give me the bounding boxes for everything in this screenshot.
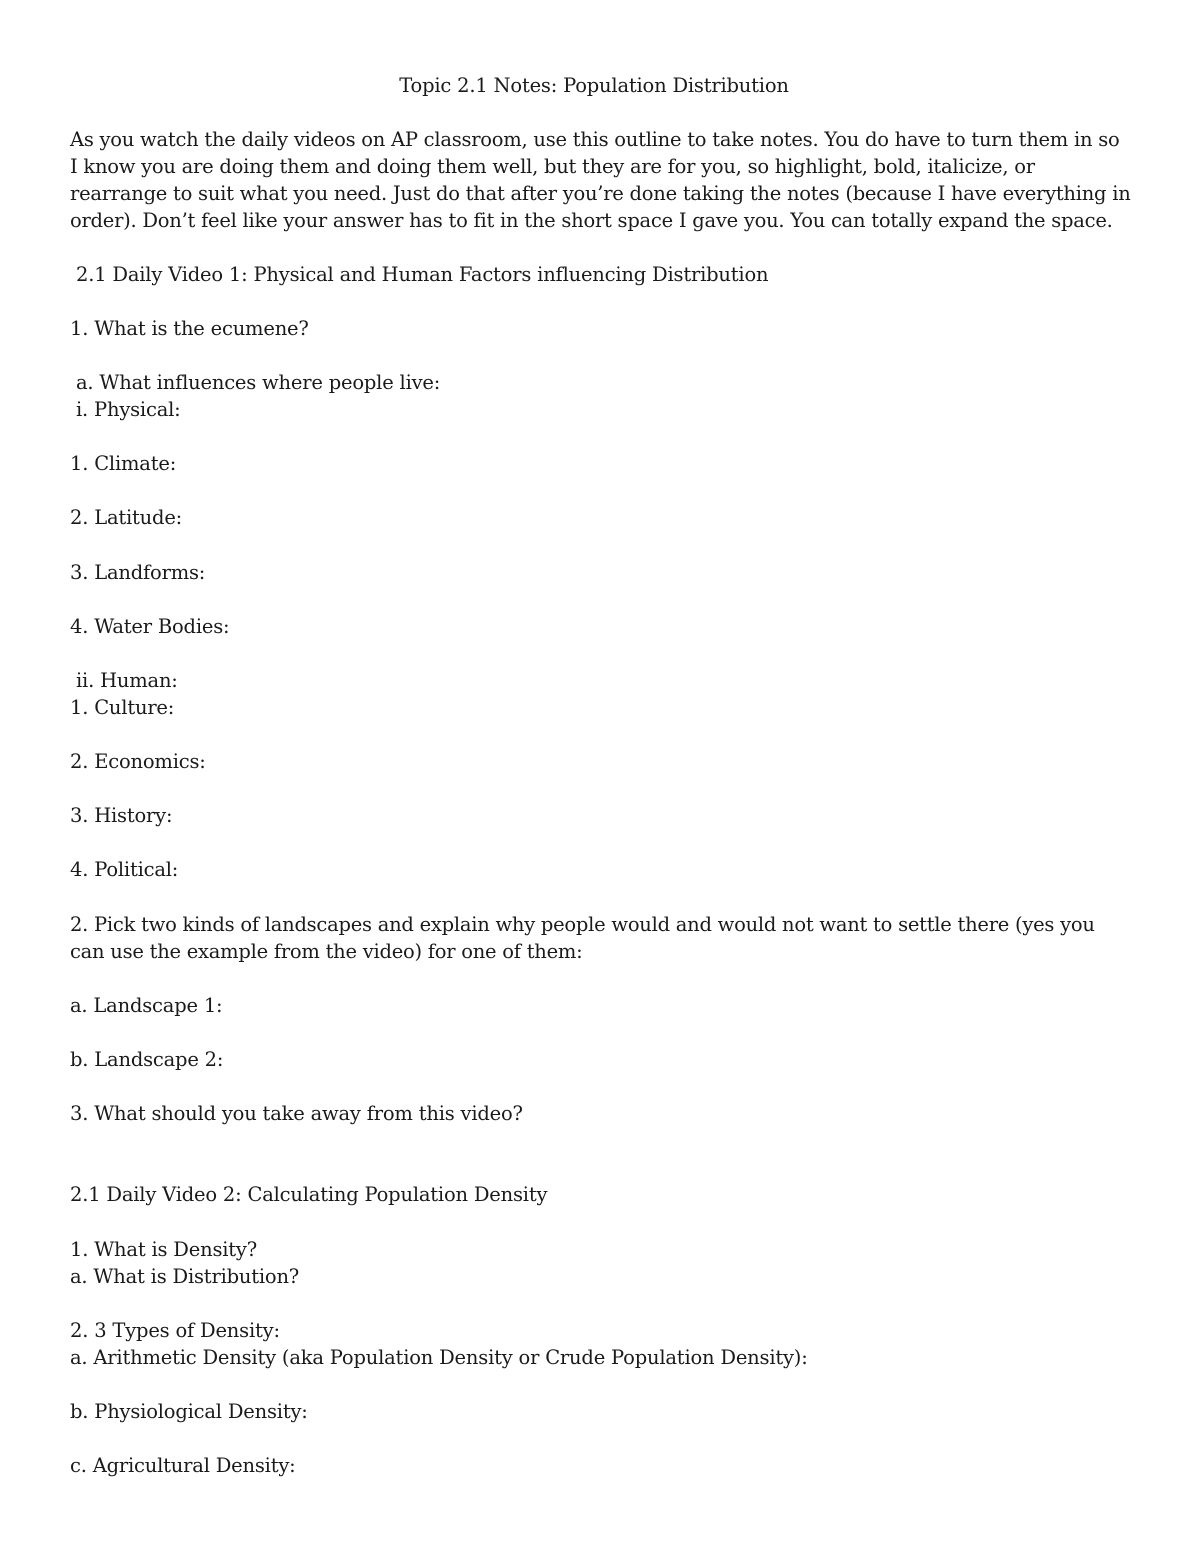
human-item-culture: 1. Culture: — [70, 696, 175, 719]
video2-question-2: 2. 3 Types of Density: — [70, 1319, 280, 1342]
video1-question-1a: a. What influences where people live: — [76, 371, 441, 394]
video1-heading: 2.1 Daily Video 1: Physical and Human Factors influencing Distribution — [76, 263, 769, 286]
landscape-2: b. Landscape 2: — [70, 1048, 224, 1071]
agricultural-density: c. Agricultural Density: — [70, 1454, 296, 1477]
video1-question-1: 1. What is the ecumene? — [70, 317, 309, 340]
physical-item-latitude: 2. Latitude: — [70, 506, 183, 529]
video2-question-1: 1. What is Density? — [70, 1238, 257, 1261]
human-label: ii. Human: — [76, 669, 178, 692]
video1-question-2: 2. Pick two kinds of landscapes and explain why people would and would not want to settle there (yes you can use the example from the video) for one of them: — [70, 913, 1095, 963]
intro-paragraph: As you watch the daily videos on AP classroom, use this outline to take notes. You do have to turn them in so I know you are doing them and doing them well, but they are for you, so highlight, bold, italicize, or rearrange to suit what you need. Just do that after you’re done taking the notes (because I have everything in order). Don’t feel like your answer has to fit in the short space I gave you. You can totally expand the space. — [70, 128, 1131, 232]
video1-question-3: 3. What should you take away from this video? — [70, 1102, 523, 1125]
video2-question-1a: a. What is Distribution? — [70, 1265, 300, 1288]
physical-label: i. Physical: — [76, 398, 181, 421]
landscape-1: a. Landscape 1: — [70, 994, 223, 1017]
human-item-history: 3. History: — [70, 804, 173, 827]
page-title: Topic 2.1 Notes: Population Distribution — [399, 74, 789, 97]
video2-heading: 2.1 Daily Video 2: Calculating Population Density — [70, 1183, 548, 1206]
human-item-economics: 2. Economics: — [70, 750, 206, 773]
arithmetic-density: a. Arithmetic Density (aka Population Density or Crude Population Density): — [70, 1346, 808, 1369]
human-item-political: 4. Political: — [70, 858, 179, 881]
physiological-density: b. Physiological Density: — [70, 1400, 308, 1423]
physical-item-water-bodies: 4. Water Bodies: — [70, 615, 230, 638]
physical-item-climate: 1. Climate: — [70, 452, 177, 475]
physical-item-landforms: 3. Landforms: — [70, 561, 206, 584]
